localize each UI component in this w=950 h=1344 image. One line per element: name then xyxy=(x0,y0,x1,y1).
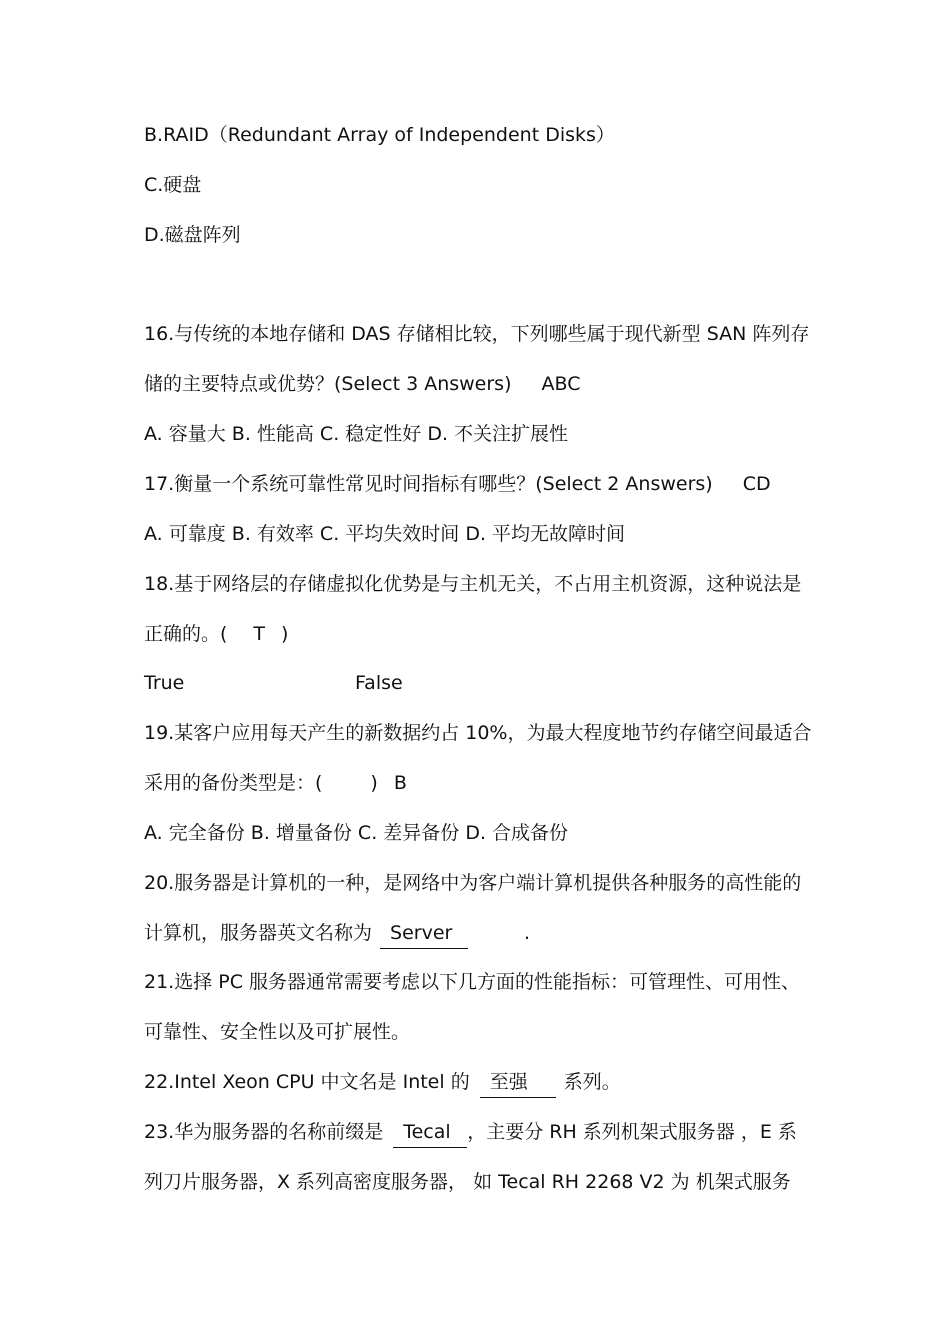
q22-stem: 22.Intel Xeon CPU 中文名是 Intel 的 xyxy=(144,1071,470,1093)
q22-post: 系列。 xyxy=(563,1071,621,1093)
q18-line1: 18.基于网络层的存储虚拟化优势是与主机无关，不占用主机资源，这种说法是 xyxy=(144,573,802,595)
q18-opt-false: False xyxy=(355,672,403,694)
q22-answer-blank: 至强 xyxy=(480,1070,556,1098)
q20-line1: 20.服务器是计算机的一种，是网络中为客户端计算机提供各种服务的高性能的 xyxy=(144,872,802,894)
q16-line2 xyxy=(144,372,580,396)
q19-line1: 19.某客户应用每天产生的新数据约占 10%，为最大程度地节约存储空间最适合 xyxy=(144,722,812,744)
q17-stem: 17.衡量一个系统可靠性常见时间指标有哪些？(Select 2 Answers) xyxy=(144,473,713,495)
q17-line1 xyxy=(144,472,771,496)
q16-options: A. 容量大 B. 性能高 C. 稳定性好 D. 不关注扩展性 xyxy=(144,423,569,445)
option-c: C.硬盘 xyxy=(144,174,202,196)
q18-line2 xyxy=(144,622,288,646)
q18-close: ) xyxy=(281,623,289,645)
q23-stem: 23.华为服务器的名称前缀是 xyxy=(144,1121,384,1143)
q20-stem: 计算机，服务器英文名称为 xyxy=(144,922,373,944)
q23-line2: 列刀片服务器，X 系列高密度服务器， 如 Tecal RH 2268 V2 为 机架式服务 xyxy=(144,1171,791,1193)
q21-line1: 21.选择 PC 服务器通常需要考虑以下几方面的性能指标：可管理性、可用性、 xyxy=(144,971,801,993)
q20-answer-blank: Server xyxy=(380,921,468,949)
q18-stem: 正确的。( xyxy=(144,623,228,645)
q23-line1 xyxy=(144,1120,797,1148)
q19-line2 xyxy=(144,771,407,795)
q16-stem: 储的主要特点或优势？(Select 3 Answers) xyxy=(144,373,512,395)
q20-line2 xyxy=(144,921,530,949)
q21-line2: 可靠性、安全性以及可扩展性。 xyxy=(144,1021,411,1043)
q22-line xyxy=(144,1070,621,1098)
q23-answer-blank: Tecal xyxy=(393,1120,467,1148)
option-d: D.磁盘阵列 xyxy=(144,224,241,246)
q19-stem: 采用的备份类型是：( xyxy=(144,772,323,794)
q19-options: A. 完全备份 B. 增量备份 C. 差异备份 D. 合成备份 xyxy=(144,822,569,844)
q17-options: A. 可靠度 B. 有效率 C. 平均失效时间 D. 平均无故障时间 xyxy=(144,523,626,545)
q18-answer: T xyxy=(253,623,266,645)
q19-close: ) xyxy=(370,772,378,794)
q20-period: . xyxy=(524,922,531,944)
q23-post: ，主要分 RH 系列机架式服务器 ，E 系 xyxy=(467,1121,797,1143)
q16-answer: ABC xyxy=(541,373,581,395)
q18-opt-true: True xyxy=(144,672,185,694)
q19-answer: B xyxy=(393,772,407,794)
option-b: B.RAID（Redundant Array of Independent Disks） xyxy=(144,124,615,146)
q17-answer: CD xyxy=(742,473,771,495)
q16-line1: 16.与传统的本地存储和 DAS 存储相比较，下列哪些属于现代新型 SAN 阵列存 xyxy=(144,323,810,345)
